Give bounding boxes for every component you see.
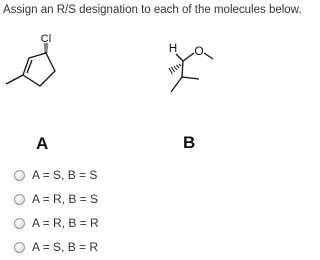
answer-choices — [14, 163, 99, 259]
molecule-a-hash-wedge — [44, 44, 49, 52]
choice-4[interactable] — [14, 235, 99, 259]
choice-label: A = R, B = S — [32, 192, 99, 206]
molecule-b-o-label: O — [194, 44, 204, 58]
molecule-b-hash-wedge — [169, 64, 181, 74]
choice-label: A = S, B = S — [32, 168, 98, 182]
molecule-a-label: A — [36, 134, 49, 153]
molecule-a-structure — [6, 53, 55, 86]
radio-button[interactable] — [14, 170, 25, 181]
question-text: Assign an R/S designation to each of the molecules below. — [3, 4, 302, 16]
choice-2[interactable] — [14, 187, 99, 211]
radio-button[interactable] — [14, 194, 25, 205]
molecule-b-label: B — [183, 133, 196, 152]
molecule-a-cl-label: Cl — [40, 33, 52, 45]
molecule-b-h-label: H — [168, 43, 178, 55]
choice-label: A = R, B = R — [32, 216, 99, 230]
choice-3[interactable] — [14, 211, 99, 235]
molecule-b-structure — [171, 53, 213, 92]
choice-1[interactable] — [14, 163, 99, 187]
choice-label: A = S, B = R — [32, 240, 99, 254]
molecules-figure — [0, 30, 320, 120]
radio-button[interactable] — [14, 242, 25, 253]
radio-button[interactable] — [14, 218, 25, 229]
